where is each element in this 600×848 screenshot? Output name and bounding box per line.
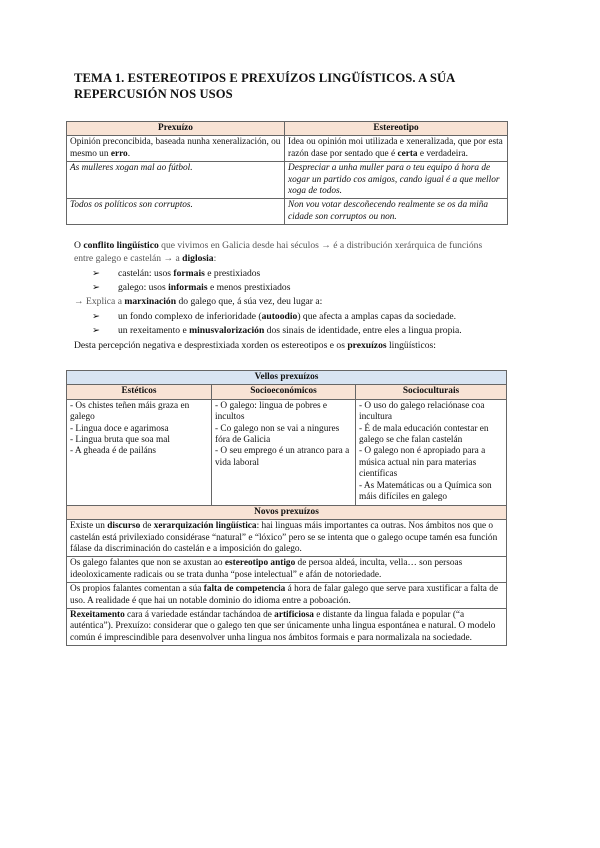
list-item: - O seu emprego é un atranco para a vida laboral — [215, 446, 350, 468]
table-row — [67, 609, 507, 646]
new-prejudice-cell: Os galego falantes que non se axustan ao estereotipo antigo de persoa aldeá, inculta, vella… son persoas ideoloxicamente radicais ou se trata dunha “pose intelectual” e afán de notoriedade. — [67, 557, 507, 583]
header-prexuizo: Prexuízo — [67, 122, 285, 136]
list-item: - O galego non é apropiado para a música actual nin para materias científicas — [359, 446, 486, 480]
old-prejudices-title: Vellos prexuízos — [67, 371, 507, 385]
table-header-row — [67, 122, 508, 136]
arrow-bullet-icon: ➢ — [92, 325, 101, 336]
example-prexuizo: Todos os políticos son corruptos. — [67, 199, 285, 225]
new-prejudices-title: Novos prexuízos — [67, 505, 507, 519]
example-estereotipo: Non vou votar descoñecendo realmente se os da miña cidade son corruptos ou non. — [285, 199, 508, 225]
list-item: - A gheada é de pailáns — [70, 446, 156, 457]
header-socioculturais: Socioculturais — [356, 385, 507, 399]
list-item: - O uso do galego relaciónase coa incultura — [359, 400, 485, 423]
example-estereotipo: Despreciar a unha muller para o teu equipo á hora de xogar un partido cos amigos, cando igual é a que mellor xoga de todos. — [285, 162, 508, 199]
new-prejudice-cell: Os propios falantes comentan a súa falta de competencia á hora de falar galego que serve para xustificar a falta de uso. A realidade é que hai un notable dominio do idioma entre a poboación. — [67, 583, 507, 609]
table-row — [67, 162, 508, 199]
table-row — [67, 199, 508, 225]
table-row — [67, 136, 508, 162]
socioculturais-cell — [356, 399, 507, 505]
header-esteticos: Estéticos — [67, 385, 212, 399]
new-prejudice-cell: Rexeitamento cara á variedade estándar tachándoa de artificiosa e distante da lingua falada e popular (“a auténtica”). Prexuízo: considerar que o galego ten que ser únicamente unha lingua espontánea e natural. O modelo común é imprescindible para desenvolver unha lingua nos ámbitos formais e para normalizala na sociedade. — [67, 609, 507, 646]
prejudice-stereotype-table — [66, 121, 508, 225]
conflict-line-3: → Explica a marxinación do galego que, á súa vez, deu lugar a: — [74, 296, 323, 307]
list-item: - O galego: lingua de pobres e incultos — [215, 400, 328, 423]
socioeconomicos-cell — [212, 399, 356, 505]
header-socioeconomicos: Socioeconómicos — [212, 385, 356, 399]
definition-estereotipo: Idea ou opinión moi utilizada e xeneralizada, que por esta razón dase por sentado que é certa e verdadeira. — [285, 136, 508, 162]
list-item: - Os chistes teñen máis graza en galego — [70, 400, 190, 423]
arrow-bullet-icon: ➢ — [92, 311, 101, 322]
list-item: ➢ castelán: usos formais e prestixiados — [92, 268, 261, 279]
table-header-row — [67, 385, 507, 399]
page-title: TEMA 1. ESTEREOTIPOS E PREXUÍZOS LINGÜÍSTICOS. A SÚA REPERCUSIÓN NOS USOS — [74, 71, 455, 101]
table-row — [67, 557, 507, 583]
arrow-bullet-icon: ➢ — [92, 268, 101, 279]
list-item: ➢ un fondo complexo de inferioridade (autoodio) que afecta a amplas capas da sociedade. — [92, 311, 457, 322]
arrow-bullet-icon: ➢ — [92, 282, 101, 293]
list-item: - Lingua bruta que soa mal — [70, 435, 170, 446]
conflict-line-4: Desta percepción negativa e desprestixiada xorden os estereotipos e os prexuízos lingüísticos: — [74, 340, 436, 351]
list-item: ➢ galego: usos informais e menos prestixiados — [92, 282, 291, 293]
conflict-line-1: O conflito lingüístico que vivimos en Galicia desde hai séculos → é a distribución xerárquica de funcións — [74, 240, 483, 251]
list-item: - É de mala educación contestar en galego se che falan castelán — [359, 423, 489, 446]
example-prexuizo: As mulleres xogan mal ao fútbol. — [67, 162, 285, 199]
new-prejudice-cell: Existe un discurso de xerarquización lingüística: hai linguas máis importantes ca outras. Nos ámbitos nos que o castelán está privilexiado considérase “natural” e “lóxico” pero se se intenta que o galego ocupe tamén esa función fálase da discriminación do castelán e a imposición do galego. — [67, 520, 507, 557]
list-item: ➢ un rexeitamento e minusvalorización dos sinais de identidade, entre eles a lingua propia. — [92, 325, 462, 336]
table-row — [67, 520, 507, 557]
table-row — [67, 399, 507, 505]
list-item: - Co galego non se vai a ningures fóra de Galicia — [215, 423, 340, 446]
list-item: - As Matemáticas ou a Química son máis difíciles en galego — [359, 480, 492, 503]
conflict-line-2: entre galego e castelán → a diglosia: — [74, 253, 217, 264]
table-row — [67, 583, 507, 609]
header-estereotipo: Estereotipo — [285, 122, 508, 136]
definition-prexuizo: Opinión preconcibida, baseada nunha xeneralización, ou mesmo un erro. — [67, 136, 285, 162]
list-item: - Lingua doce e agarimosa — [70, 423, 169, 434]
esteticos-cell — [67, 399, 212, 505]
prejudices-table — [66, 370, 507, 646]
